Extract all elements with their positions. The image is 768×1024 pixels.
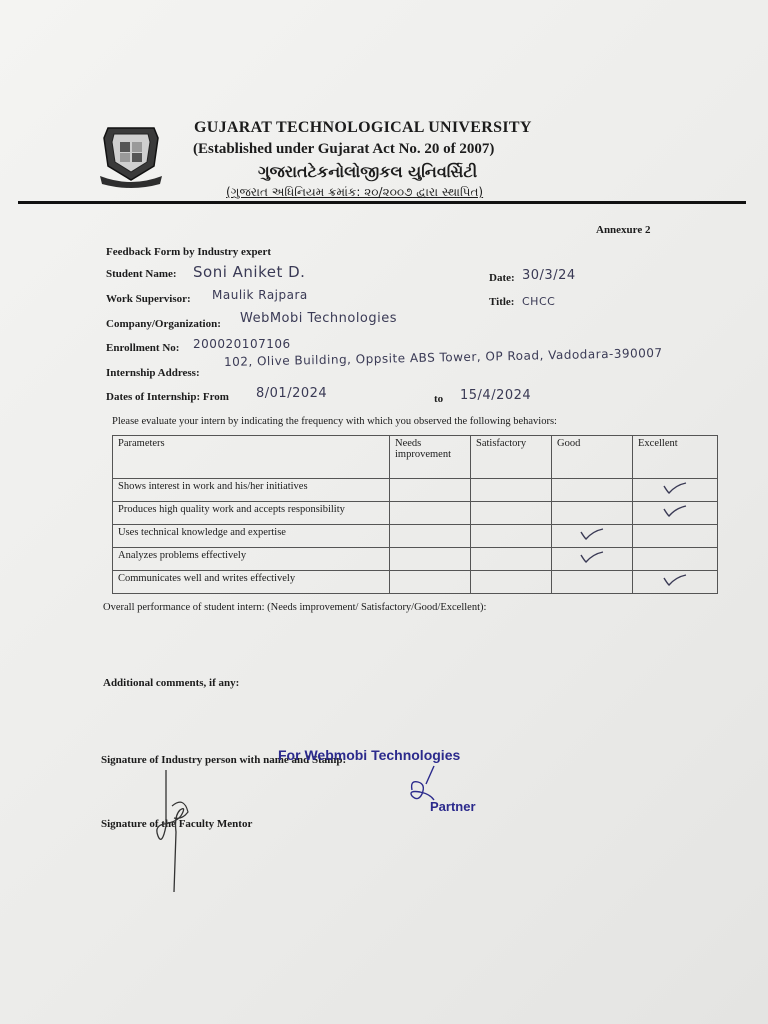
rating-cell [552, 479, 633, 502]
checkmark-icon [662, 504, 688, 518]
to-label: to [434, 393, 444, 405]
title-value: CHCC [522, 295, 556, 308]
overall-performance-label: Overall performance of student intern: (Needs improvement/ Satisfactory/Good/Excellent): [103, 602, 487, 613]
company-value: WebMobi Technologies [240, 311, 398, 326]
checkmark-icon [662, 573, 688, 587]
company-stamp: For Webmobi Technologies [278, 747, 461, 763]
title-label: Title: [489, 296, 515, 308]
rating-cell [633, 548, 718, 571]
rating-cell [552, 548, 633, 571]
company-label: Company/Organization: [106, 318, 221, 330]
internship-from-value: 8/01/2024 [256, 386, 328, 401]
table-row [113, 571, 718, 594]
parameter-cell: Communicates well and writes effectively [113, 571, 390, 594]
rating-cell [633, 525, 718, 548]
parameter-cell: Shows interest in work and his/her initiatives [113, 479, 390, 502]
supervisor-value: Maulik Rajpara [212, 288, 308, 302]
university-established: (Established under Gujarat Act No. 20 of 2007) [193, 141, 495, 157]
checkmark-icon [579, 550, 605, 564]
enrollment-label: Enrollment No: [106, 342, 180, 354]
annexure-label: Annexure 2 [596, 224, 651, 236]
rating-cell [390, 502, 471, 525]
rating-cell [552, 525, 633, 548]
faculty-signature-icon [152, 766, 194, 898]
rating-cell [552, 502, 633, 525]
checkmark-icon [579, 527, 605, 541]
col-parameters: Parameters [113, 436, 390, 479]
university-name: GUJARAT TECHNOLOGICAL UNIVERSITY [194, 119, 532, 136]
parameter-cell: Analyzes problems effectively [113, 548, 390, 571]
rating-cell [471, 479, 552, 502]
rating-cell [390, 479, 471, 502]
checkmark-icon [662, 481, 688, 495]
university-established-gujarati: (ગુજરાત અધિનિયમ ક્રમાંક: ૨૦/૨૦૦૭ દ્વારા સ્થાપિત) [226, 185, 484, 199]
evaluation-table [112, 435, 718, 594]
rating-cell [471, 571, 552, 594]
rating-cell [471, 548, 552, 571]
university-crest-icon [96, 122, 166, 190]
rating-cell [390, 525, 471, 548]
col-excellent: Excellent [633, 436, 718, 479]
col-good: Good [552, 436, 633, 479]
form-title: Feedback Form by Industry expert [106, 246, 271, 258]
col-needs-improvement: Needs improvement [390, 436, 471, 479]
enrollment-value: 200020107106 [193, 337, 291, 351]
rating-cell [471, 525, 552, 548]
date-value: 30/3/24 [522, 268, 576, 283]
university-name-gujarati: ગુજરાતટેકનોલોજીકલ યુનિવર્સિટી [258, 162, 478, 181]
student-name-value: Soni Aniket D. [193, 263, 306, 281]
evaluation-body [113, 479, 718, 594]
supervisor-label: Work Supervisor: [106, 293, 191, 305]
table-row [113, 548, 718, 571]
parameter-cell: Uses technical knowledge and expertise [113, 525, 390, 548]
faculty-signature-label: Signature of the Faculty Mentor [101, 818, 253, 830]
stamp-role: Partner [430, 799, 476, 814]
rating-cell [633, 571, 718, 594]
rating-cell [390, 571, 471, 594]
table-row [113, 502, 718, 525]
rating-cell [633, 479, 718, 502]
evaluation-header-row [113, 436, 718, 479]
evaluation-instruction: Please evaluate your intern by indicating the frequency with which you observed the following behaviors: [112, 416, 557, 427]
address-label: Internship Address: [106, 367, 200, 379]
internship-to-value: 15/4/2024 [460, 388, 532, 403]
address-value: 102, Olive Building, Oppsite ABS Tower, OP Road, Vadodara-390007 [223, 345, 663, 369]
rating-cell [390, 548, 471, 571]
rating-cell [471, 502, 552, 525]
table-row [113, 479, 718, 502]
internship-dates-label: Dates of Internship: From [106, 391, 229, 403]
student-name-label: Student Name: [106, 268, 177, 280]
parameter-cell: Produces high quality work and accepts responsibility [113, 502, 390, 525]
rating-cell [552, 571, 633, 594]
additional-comments-label: Additional comments, if any: [103, 677, 240, 689]
col-satisfactory: Satisfactory [471, 436, 552, 479]
industry-signature-label: Signature of Industry person with name and Stamp: [101, 754, 347, 766]
date-label: Date: [489, 272, 515, 284]
table-row [113, 525, 718, 548]
rating-cell [633, 502, 718, 525]
header-divider [18, 201, 746, 204]
